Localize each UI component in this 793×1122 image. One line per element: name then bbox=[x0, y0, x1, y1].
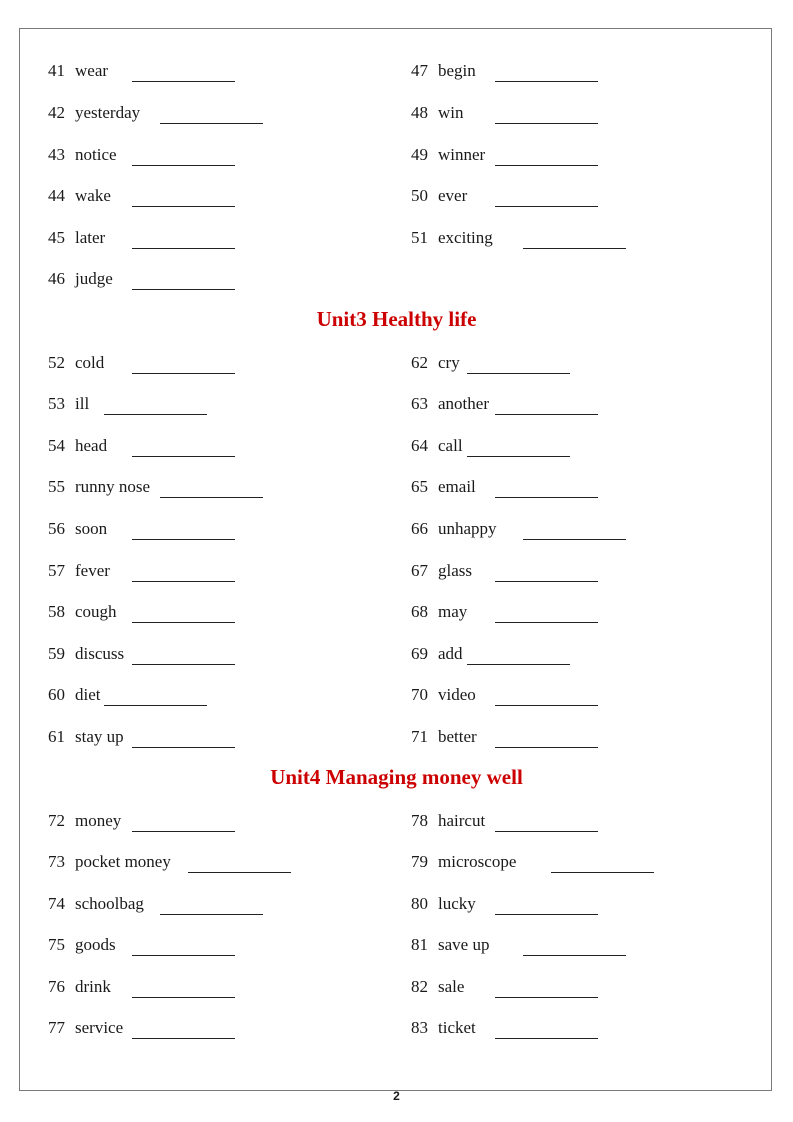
item-number: 53 bbox=[48, 394, 65, 413]
item-number: 58 bbox=[48, 602, 65, 621]
answer-blank[interactable] bbox=[523, 955, 626, 956]
vocab-item bbox=[48, 185, 111, 209]
vocab-item bbox=[48, 393, 89, 417]
vocab-item bbox=[48, 144, 117, 168]
item-word: wake bbox=[75, 186, 111, 205]
item-number: 76 bbox=[48, 977, 65, 996]
item-word: schoolbag bbox=[75, 894, 144, 913]
vocab-item bbox=[411, 1017, 476, 1041]
answer-blank[interactable] bbox=[132, 831, 235, 832]
vocab-item bbox=[48, 435, 107, 459]
item-word: may bbox=[438, 602, 468, 621]
item-number: 44 bbox=[48, 186, 65, 205]
vocab-item bbox=[411, 185, 467, 209]
answer-blank[interactable] bbox=[132, 622, 235, 623]
item-word: soon bbox=[75, 519, 108, 538]
answer-blank[interactable] bbox=[495, 81, 598, 82]
vocab-item bbox=[48, 352, 104, 376]
item-word: exciting bbox=[438, 228, 493, 247]
vocab-item bbox=[48, 810, 121, 834]
item-number: 69 bbox=[411, 644, 428, 663]
page-number: 2 bbox=[393, 1089, 400, 1103]
item-number: 46 bbox=[48, 269, 65, 288]
answer-blank[interactable] bbox=[523, 539, 626, 540]
answer-blank[interactable] bbox=[160, 123, 263, 124]
item-number: 75 bbox=[48, 935, 65, 954]
item-word: add bbox=[438, 644, 463, 663]
vocab-item bbox=[48, 643, 124, 667]
item-word: discuss bbox=[75, 644, 125, 663]
item-word: video bbox=[438, 685, 476, 704]
item-word: pocket money bbox=[75, 852, 171, 871]
item-number: 50 bbox=[411, 186, 428, 205]
answer-blank[interactable] bbox=[495, 165, 598, 166]
item-word: glass bbox=[438, 561, 472, 580]
item-word: fever bbox=[75, 561, 110, 580]
vocab-item bbox=[411, 393, 489, 417]
vocab-item bbox=[411, 518, 497, 542]
answer-blank[interactable] bbox=[132, 81, 235, 82]
item-number: 81 bbox=[411, 935, 428, 954]
item-number: 70 bbox=[411, 685, 428, 704]
item-word: cough bbox=[75, 602, 117, 621]
answer-blank[interactable] bbox=[132, 664, 235, 665]
item-word: email bbox=[438, 477, 476, 496]
section-title-unit4: Unit4 Managing money well bbox=[270, 765, 523, 789]
vocab-item bbox=[48, 726, 124, 750]
answer-blank[interactable] bbox=[132, 581, 235, 582]
vocab-item bbox=[48, 102, 140, 126]
item-number: 80 bbox=[411, 894, 428, 913]
item-word: yesterday bbox=[75, 103, 141, 122]
vocab-item bbox=[411, 934, 489, 958]
answer-blank[interactable] bbox=[467, 373, 570, 374]
vocab-item bbox=[48, 601, 117, 625]
answer-blank[interactable] bbox=[495, 123, 598, 124]
answer-blank[interactable] bbox=[467, 456, 570, 457]
item-number: 49 bbox=[411, 145, 428, 164]
item-word: win bbox=[438, 103, 464, 122]
vocab-item bbox=[411, 435, 463, 459]
item-number: 63 bbox=[411, 394, 428, 413]
item-word: runny nose bbox=[75, 477, 151, 496]
answer-blank[interactable] bbox=[495, 622, 598, 623]
answer-blank[interactable] bbox=[132, 289, 235, 290]
item-word: call bbox=[438, 436, 463, 455]
item-number: 55 bbox=[48, 477, 65, 496]
item-number: 42 bbox=[48, 103, 65, 122]
answer-blank[interactable] bbox=[495, 997, 598, 998]
vocab-item bbox=[411, 810, 485, 834]
item-number: 79 bbox=[411, 852, 428, 871]
item-number: 51 bbox=[411, 228, 428, 247]
answer-blank[interactable] bbox=[523, 248, 626, 249]
item-number: 52 bbox=[48, 353, 65, 372]
item-word: judge bbox=[75, 269, 113, 288]
answer-blank[interactable] bbox=[467, 664, 570, 665]
item-word: service bbox=[75, 1018, 124, 1037]
item-word: money bbox=[75, 811, 122, 830]
vocab-item bbox=[48, 560, 110, 584]
item-word: lucky bbox=[438, 894, 476, 913]
answer-blank[interactable] bbox=[132, 206, 235, 207]
item-word: another bbox=[438, 394, 489, 413]
answer-blank[interactable] bbox=[495, 414, 598, 415]
answer-blank[interactable] bbox=[132, 997, 235, 998]
item-number: 73 bbox=[48, 852, 65, 871]
vocab-item bbox=[48, 851, 171, 875]
item-word: diet bbox=[75, 685, 101, 704]
item-number: 71 bbox=[411, 727, 428, 746]
answer-blank[interactable] bbox=[495, 747, 598, 748]
item-number: 64 bbox=[411, 436, 428, 455]
answer-blank[interactable] bbox=[495, 497, 598, 498]
answer-blank[interactable] bbox=[551, 872, 654, 873]
vocab-item bbox=[411, 851, 516, 875]
vocab-item bbox=[48, 476, 150, 500]
vocab-item bbox=[48, 518, 107, 542]
section-title-unit3: Unit3 Healthy life bbox=[316, 307, 477, 331]
item-number: 54 bbox=[48, 436, 65, 455]
answer-blank[interactable] bbox=[132, 456, 235, 457]
item-number: 83 bbox=[411, 1018, 428, 1037]
item-number: 66 bbox=[411, 519, 428, 538]
answer-blank[interactable] bbox=[104, 414, 207, 415]
answer-blank[interactable] bbox=[104, 705, 207, 706]
answer-blank[interactable] bbox=[495, 1038, 598, 1039]
answer-blank[interactable] bbox=[188, 872, 291, 873]
vocab-item bbox=[48, 227, 105, 251]
item-number: 74 bbox=[48, 894, 65, 913]
item-number: 56 bbox=[48, 519, 65, 538]
vocab-item bbox=[411, 560, 472, 584]
item-number: 72 bbox=[48, 811, 65, 830]
answer-blank[interactable] bbox=[495, 914, 598, 915]
answer-blank[interactable] bbox=[495, 581, 598, 582]
item-word: head bbox=[75, 436, 108, 455]
item-word: goods bbox=[75, 935, 116, 954]
item-number: 77 bbox=[48, 1018, 65, 1037]
item-word: cold bbox=[75, 353, 105, 372]
vocab-item bbox=[48, 893, 144, 917]
item-word: haircut bbox=[438, 811, 486, 830]
item-word: save up bbox=[438, 935, 490, 954]
item-word: winner bbox=[438, 145, 486, 164]
item-number: 67 bbox=[411, 561, 428, 580]
item-word: later bbox=[75, 228, 106, 247]
item-number: 45 bbox=[48, 228, 65, 247]
item-number: 65 bbox=[411, 477, 428, 496]
vocab-item bbox=[411, 643, 463, 667]
item-number: 61 bbox=[48, 727, 65, 746]
item-word: sale bbox=[438, 977, 465, 996]
vocab-item bbox=[48, 976, 111, 1000]
item-number: 48 bbox=[411, 103, 428, 122]
answer-blank[interactable] bbox=[495, 705, 598, 706]
item-number: 47 bbox=[411, 61, 428, 80]
vocab-item bbox=[411, 60, 476, 84]
answer-blank[interactable] bbox=[132, 747, 235, 748]
vocab-item bbox=[48, 1017, 123, 1041]
vocab-item bbox=[411, 684, 476, 708]
item-word: unhappy bbox=[438, 519, 497, 538]
item-number: 62 bbox=[411, 353, 428, 372]
vocab-item bbox=[411, 227, 493, 251]
item-number: 68 bbox=[411, 602, 428, 621]
item-word: drink bbox=[75, 977, 111, 996]
item-number: 41 bbox=[48, 61, 65, 80]
answer-blank[interactable] bbox=[160, 497, 263, 498]
item-word: notice bbox=[75, 145, 117, 164]
vocab-item bbox=[48, 934, 116, 958]
answer-blank[interactable] bbox=[132, 955, 235, 956]
item-number: 59 bbox=[48, 644, 65, 663]
answer-blank[interactable] bbox=[495, 206, 598, 207]
vocab-item bbox=[48, 684, 101, 708]
item-number: 60 bbox=[48, 685, 65, 704]
item-number: 82 bbox=[411, 977, 428, 996]
vocab-item bbox=[411, 726, 477, 750]
vocab-item bbox=[411, 893, 476, 917]
vocab-item bbox=[411, 976, 464, 1000]
item-word: cry bbox=[438, 353, 460, 372]
answer-blank[interactable] bbox=[132, 165, 235, 166]
item-number: 43 bbox=[48, 145, 65, 164]
vocab-item bbox=[411, 476, 476, 500]
item-word: stay up bbox=[75, 727, 124, 746]
answer-blank[interactable] bbox=[132, 539, 235, 540]
answer-blank[interactable] bbox=[495, 831, 598, 832]
item-word: better bbox=[438, 727, 477, 746]
vocab-item bbox=[411, 144, 485, 168]
item-word: ill bbox=[75, 394, 90, 413]
answer-blank[interactable] bbox=[132, 1038, 235, 1039]
item-word: ticket bbox=[438, 1018, 476, 1037]
vocab-item bbox=[411, 601, 467, 625]
vocab-item bbox=[48, 60, 108, 84]
page-border bbox=[19, 28, 772, 1091]
item-word: ever bbox=[438, 186, 468, 205]
answer-blank[interactable] bbox=[132, 373, 235, 374]
vocab-item bbox=[411, 102, 464, 126]
vocab-item bbox=[48, 268, 113, 292]
answer-blank[interactable] bbox=[132, 248, 235, 249]
answer-blank[interactable] bbox=[160, 914, 263, 915]
item-number: 78 bbox=[411, 811, 428, 830]
item-number: 57 bbox=[48, 561, 65, 580]
item-word: microscope bbox=[438, 852, 517, 871]
item-word: begin bbox=[438, 61, 476, 80]
item-word: wear bbox=[75, 61, 109, 80]
vocab-item bbox=[411, 352, 460, 376]
